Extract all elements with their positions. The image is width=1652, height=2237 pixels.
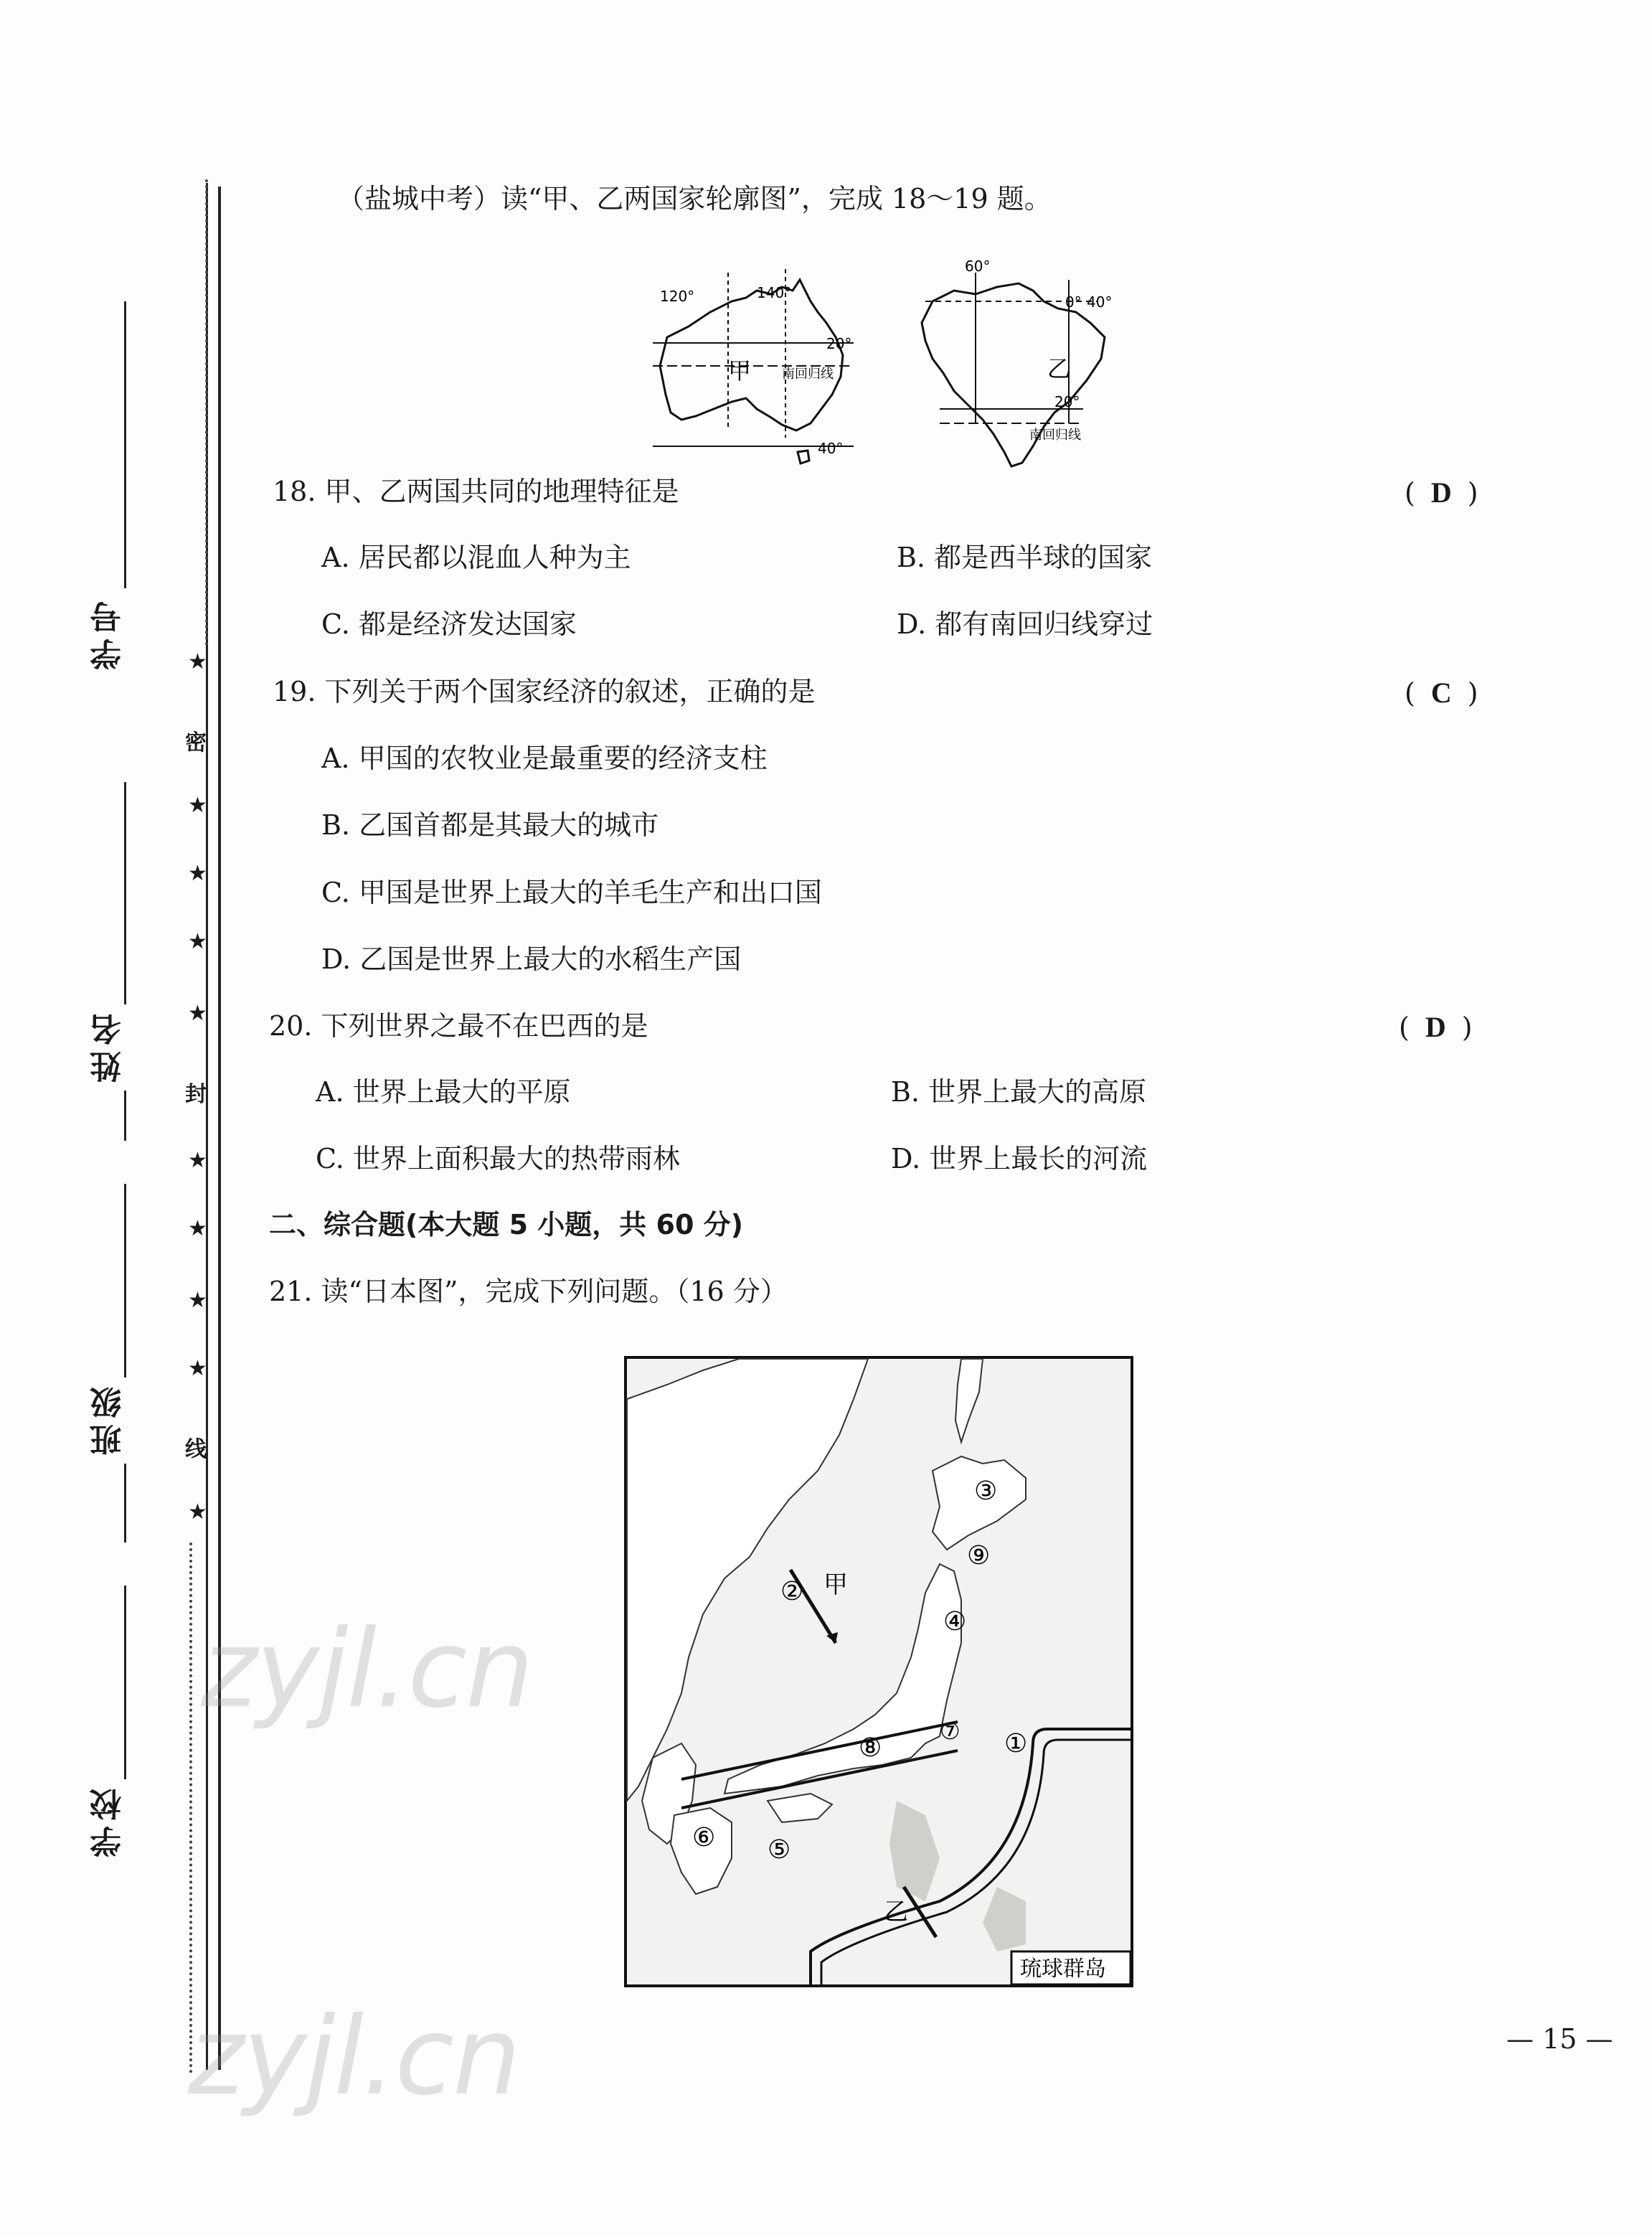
label-9: ⑨ — [967, 1541, 991, 1570]
star-icon: ★ — [188, 1288, 207, 1313]
q20-option-b: B. 世界上最大的高原 — [891, 1076, 1147, 1108]
q18-option-d: D. 都有南回归线穿过 — [897, 608, 1153, 640]
star-icon: ★ — [188, 1356, 207, 1381]
q18-answer: ( D ) — [1405, 476, 1478, 509]
label-6: ⑥ — [692, 1823, 716, 1852]
star-icon: ★ — [188, 1499, 207, 1525]
q18-option-c: C. 都是经济发达国家 — [321, 608, 577, 640]
q19-option-b: B. 乙国首都是其最大的城市 — [321, 809, 659, 841]
japan-map — [624, 1356, 1133, 1987]
q18-option-a: A. 居民都以混血人种为主 — [321, 542, 631, 573]
q20-option-a: A. 世界上最大的平原 — [316, 1076, 571, 1108]
label-lat-40: 40° — [818, 440, 844, 457]
dotted-line-top — [205, 179, 208, 646]
star-icon: ★ — [188, 1216, 207, 1241]
label-lon-120: 120° — [660, 288, 695, 305]
label-3: ③ — [974, 1477, 998, 1506]
q18-option-b: B. 都是西半球的国家 — [897, 542, 1153, 573]
q19-option-d: D. 乙国是世界上最大的水稻生产国 — [321, 943, 742, 975]
watermark-2: zyjl.cn — [188, 1995, 520, 2119]
intro-text: （盐城中考）读“甲、乙两国家轮廓图”，完成 18～19 题。 — [337, 183, 1052, 215]
label-1: ① — [1004, 1729, 1028, 1758]
field-school: 学校 — [86, 1543, 165, 1944]
label-2: ② — [780, 1577, 804, 1606]
q20-option-c: C. 世界上面积最大的热带雨林 — [316, 1143, 680, 1174]
section2-heading: 二、综合题(本大题 5 小题，共 60 分) — [269, 1209, 743, 1240]
label-tropic: 南回归线 — [782, 367, 834, 382]
q20-stem: 20. 下列世界之最不在巴西的是 — [269, 1010, 648, 1042]
label-7: ⑦ — [940, 1718, 960, 1745]
star-icon: ★ — [188, 649, 207, 674]
q19-answer: ( C ) — [1405, 677, 1478, 709]
dotted-line-bottom — [189, 1543, 192, 2073]
inset-label: 琉球群岛 — [1020, 1956, 1106, 1982]
field-class: 班级 — [86, 1141, 165, 1543]
q18-stem: 18. 甲、乙两国共同的地理特征是 — [273, 476, 679, 507]
star-icon: ★ — [188, 793, 207, 818]
q20-answer: ( D ) — [1399, 1011, 1473, 1043]
label-5: ⑤ — [768, 1835, 791, 1865]
q21-stem: 21. 读“日本图”，完成下列问题。（16 分） — [269, 1276, 788, 1307]
label-yi: 乙 — [1047, 355, 1071, 382]
binding-line-2 — [218, 187, 221, 2070]
seal-char: 封 — [185, 1082, 207, 1107]
star-icon: ★ — [188, 1001, 207, 1026]
field-student-number: 学号 — [86, 301, 165, 703]
country-outline-maps — [638, 258, 1184, 474]
star-icon: ★ — [188, 861, 207, 886]
arrow-label-yi: 乙 — [884, 1898, 908, 1926]
label-lat-20b: 20° — [1054, 393, 1080, 410]
q19-option-a: A. 甲国的农牧业是最重要的经济支柱 — [321, 743, 768, 774]
q19-option-c: C. 甲国是世界上最大的羊毛生产和出口国 — [321, 877, 822, 908]
field-name: 姓名 — [86, 739, 165, 1141]
q20-option-d: D. 世界上最长的河流 — [891, 1143, 1148, 1174]
q19-stem: 19. 下列关于两个国家经济的叙述，正确的是 — [273, 676, 816, 707]
seal-char: 密 — [185, 730, 207, 755]
watermark-1: zyjl.cn — [201, 1607, 533, 1732]
label-8: ⑧ — [859, 1733, 882, 1763]
label-jia: 甲 — [728, 357, 752, 385]
label-lon-140: 140° — [757, 284, 792, 301]
label-lat-0: 0° — [1065, 293, 1082, 311]
arrow-label-jia: 甲 — [823, 1570, 848, 1599]
label-lat-20: 20° — [826, 335, 852, 352]
star-icon: ★ — [188, 929, 207, 954]
label-lat-60: 60° — [965, 258, 991, 275]
seal-char: 线 — [185, 1437, 207, 1462]
label-lon-40: 40° — [1087, 293, 1113, 311]
star-icon: ★ — [188, 1148, 207, 1173]
label-tropic-b: 南回归线 — [1029, 428, 1081, 443]
page-number: — 15 — — [1506, 2023, 1613, 2055]
label-4: ④ — [943, 1607, 967, 1636]
